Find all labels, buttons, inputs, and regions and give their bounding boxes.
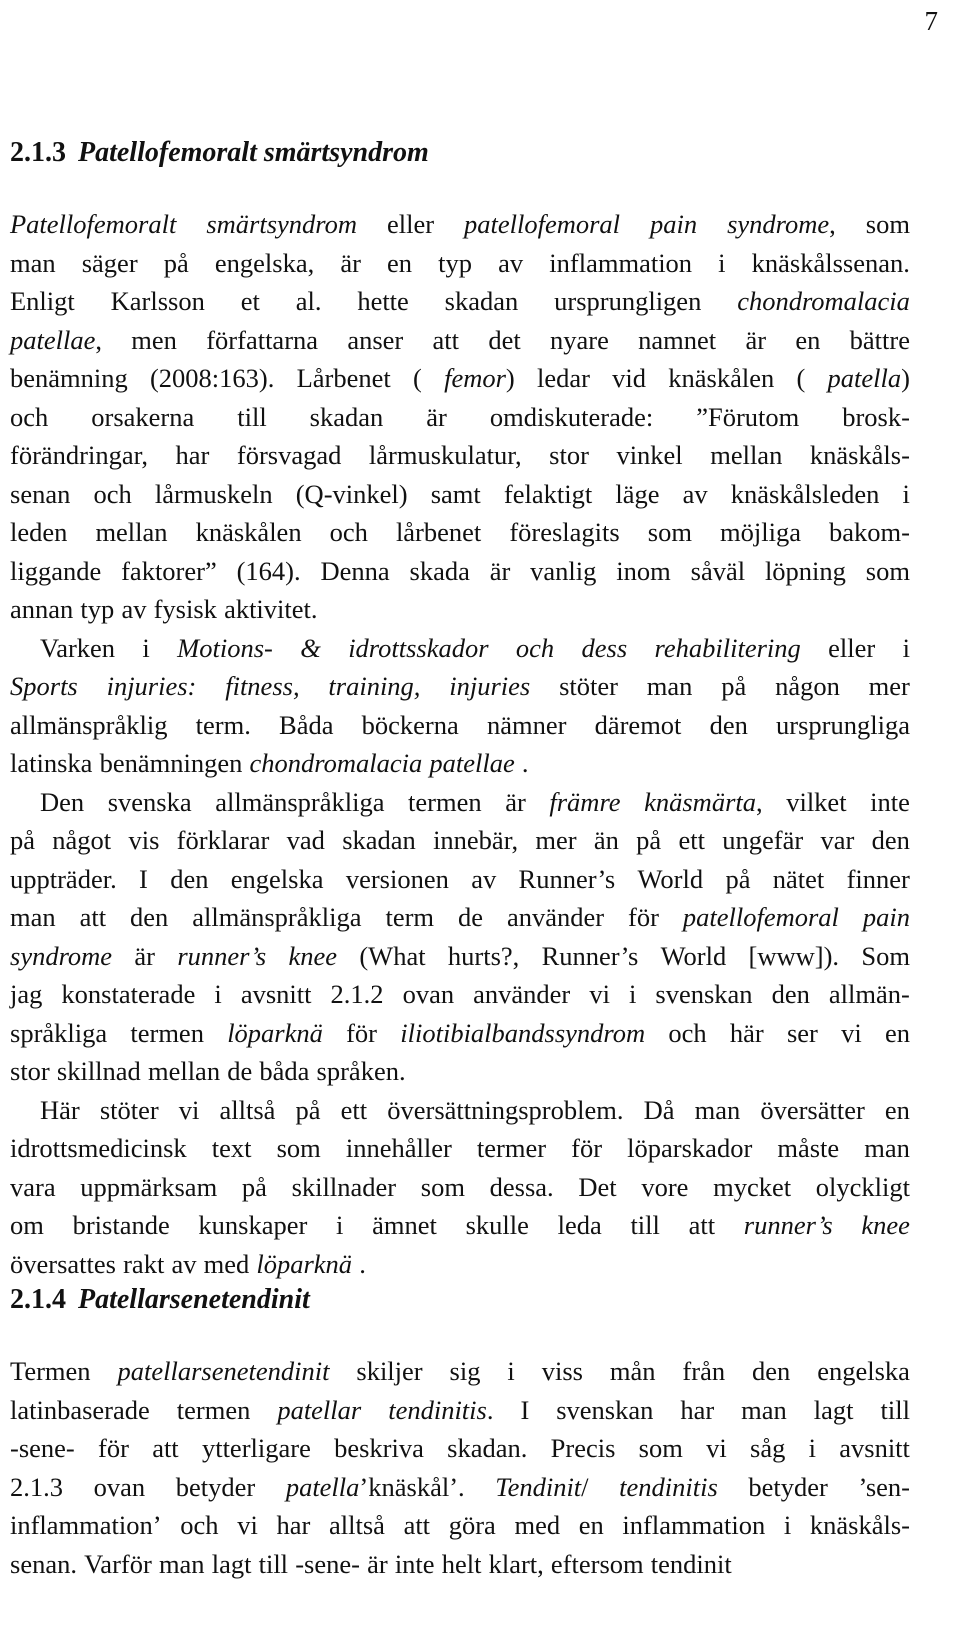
text-line: man att den allmänspråkliga term de använder för patellofemoral pain	[10, 902, 910, 932]
text-line: idrottsmedicinsk text som innehåller termer för löparskador måste man	[10, 1133, 910, 1163]
text-line: annan typ av fysisk aktivitet.	[10, 594, 318, 624]
section-body-2-1-3	[10, 205, 910, 1283]
text-line: stor skillnad mellan de båda språken.	[10, 1056, 406, 1086]
text-line: förändringar, har försvagad lårmuskulatur, stor vinkel mellan knäskåls-	[10, 440, 910, 470]
section-title: Patellarsenetendinit	[78, 1284, 310, 1315]
text-line: uppträder. I den engelska versionen av Runner’s World på nätet finner	[10, 863, 910, 894]
word-group: tendinitis.	[388, 1394, 494, 1425]
text-line: -sene- för att ytterligare beskriva skadan. Precis som vi såg i avsnitt	[10, 1433, 910, 1463]
word-group: patella)	[827, 363, 910, 393]
text-line: allmänspråklig term. Båda böckerna nämner däremot den ursprungliga	[10, 709, 910, 740]
section-title: Patellofemoralt smärtsyndrom	[78, 137, 429, 168]
text-line: vara uppmärksam på skillnader som dessa. Det vore mycket olyckligt	[10, 1171, 910, 1202]
text-line: 2.1.3 ovan betyder patella’knäskål’. Tendinit/ tendinitis betyder ’sen-	[10, 1468, 910, 1507]
section-number: 2.1.4	[10, 1284, 66, 1315]
word-group: syndrome,	[727, 209, 836, 239]
word-group: patella’knäskål’.	[285, 1471, 465, 1502]
text-line: senan och lårmuskeln (Q-vinkel) samt felaktigt läge av knäskålsleden i	[10, 478, 910, 509]
text-line: och orsakerna till skadan är omdiskuterade: ”Förutom brosk-	[10, 401, 910, 432]
text-line: leden mellan knäskålen och lårbenet föreslagits som möjliga bakom-	[10, 517, 910, 547]
text-line: senan. Varför man lagt till -sene- är inte helt klart, eftersom tendinit	[10, 1548, 732, 1579]
section-body-2-1-4	[10, 1352, 910, 1583]
text-line: Termen patellarsenetendinit skiljer sig i viss mån från den engelska	[10, 1356, 910, 1386]
text-line: benämning (2008:163). Lårbenet ( femor) ledar vid knäskålen ( patella)	[10, 359, 910, 398]
word-group: löparknä .	[256, 1248, 366, 1279]
word-group: Tendinit/	[495, 1471, 589, 1502]
text-line: Enligt Karlsson et al. hette skadan ursprungligen chondromalacia	[10, 286, 910, 316]
text-line: Sports injuries: fitness, training, injuries stöter man på någon mer	[10, 671, 910, 701]
text-line: latinska benämningen chondromalacia patellae .	[10, 744, 910, 783]
text-line: latinbaserade termen patellar tendinitis. I svenskan har man lagt till	[10, 1391, 910, 1430]
text-line: Patellofemoralt smärtsyndrom eller patellofemoral pain syndrome, som	[10, 205, 910, 244]
page-number: 7	[924, 6, 938, 36]
word-group: patellae,	[10, 324, 102, 355]
text-line: Den svenska allmänspråkliga termen är främre knäsmärta, vilket inte	[10, 783, 910, 822]
text-line: översattes rakt av med löparknä .	[10, 1245, 910, 1284]
text-line: Varken i Motions- & idrottsskador och dess rehabilitering eller i	[40, 632, 910, 663]
text-line: inflammation’ och vi har alltså att göra med en inflammation i knäskåls-	[10, 1510, 910, 1540]
text-line: språkliga termen löparknä för iliotibialbandssyndrom och här ser vi en	[10, 1017, 910, 1048]
section-heading-2-1-4	[10, 1283, 910, 1317]
text-line: jag konstaterade i avsnitt 2.1.2 ovan använder vi i svenskan den allmän-	[10, 979, 910, 1009]
text-line: patellae, men författarna anser att det nyare namnet är en bättre	[10, 321, 910, 360]
section-number: 2.1.3	[10, 137, 66, 168]
text-line: liggande faktorer” (164). Denna skada är vanlig inom såväl löpning som	[10, 555, 910, 586]
word-group: patellae .	[429, 748, 529, 778]
text-line: man säger på engelska, är en typ av inflammation i knäskålssenan.	[10, 247, 910, 278]
text-line: om bristande kunskaper i ämnet skulle leda till att runner’s knee	[10, 1210, 910, 1240]
text-line: på något vis förklarar vad skadan innebär, mer än på ett ungefär var den	[10, 825, 910, 855]
word-group: femor)	[444, 363, 515, 393]
section-heading-2-1-3	[10, 136, 910, 170]
text-line: Här stöter vi alltså på ett översättningsproblem. Då man översätter en	[40, 1094, 910, 1125]
text-line: syndrome är runner’s knee (What hurts?, Runner’s World [www]). Som	[10, 940, 910, 971]
word-group: knäsmärta,	[644, 786, 763, 817]
